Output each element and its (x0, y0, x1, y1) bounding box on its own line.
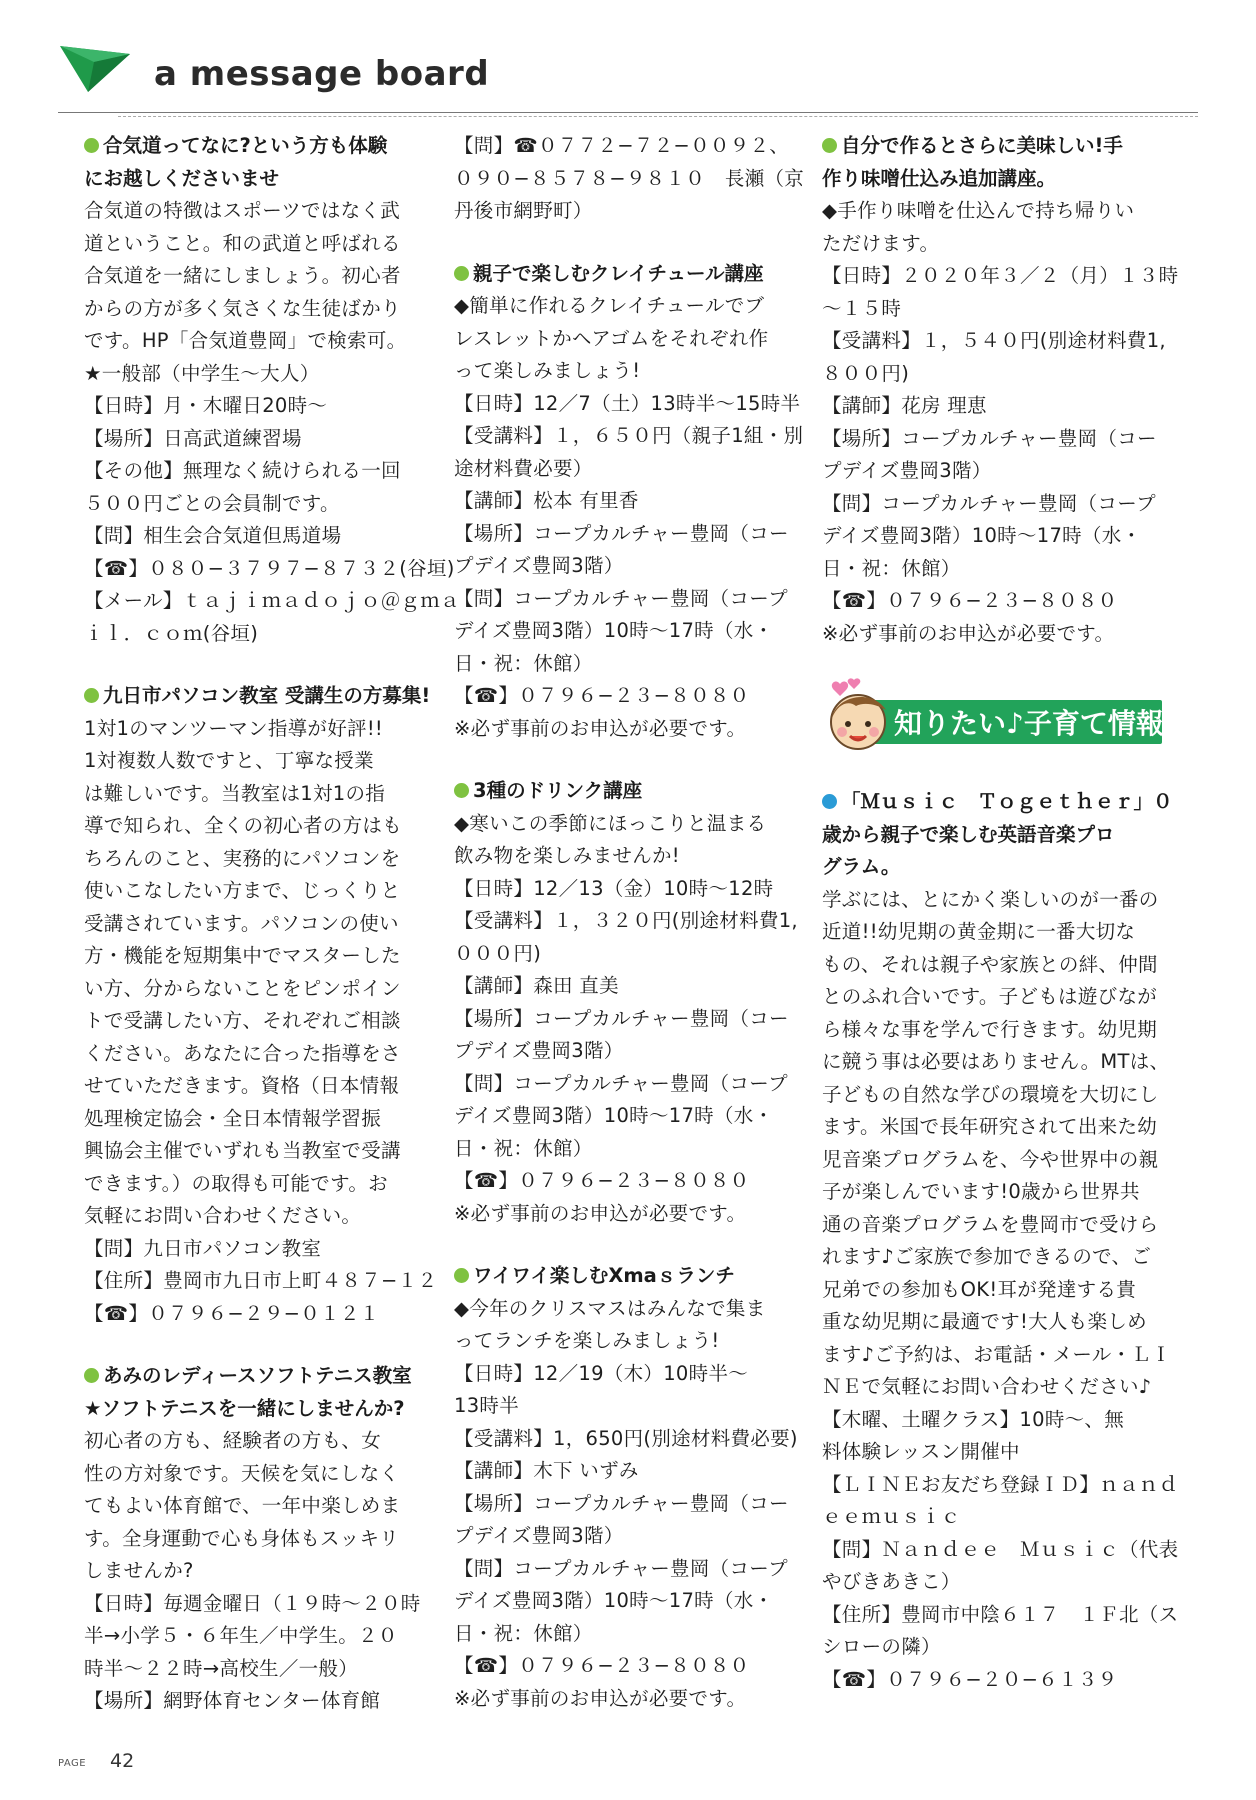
bullet-dot-icon (84, 688, 99, 703)
notice-line: ◆簡単に作れるクレイチュールでブ (454, 294, 765, 317)
notice-line: 方・機能を短期集中でマスターした (84, 944, 401, 967)
notice-line: デイズ豊岡3階）10時〜17時（水・ (454, 1589, 774, 1612)
notice-title (822, 851, 1184, 884)
notice-title-text: ワイワイ楽しむXmaｓランチ (473, 1264, 735, 1287)
notice-line: プデイズ豊岡3階） (822, 459, 992, 482)
notice-line: れます♪ご家族で参加できるので、ご (822, 1245, 1152, 1268)
notice-line: しませんか? (84, 1559, 194, 1582)
notice-line: 重な幼児期に最適です!大人も楽しめ (822, 1310, 1147, 1333)
notice-line: トで受講したい方、それぞれご相談 (84, 1009, 401, 1032)
page-label: PAGE (58, 1758, 87, 1769)
bullet-dot-icon (84, 138, 99, 153)
notice-line: 子どもの自然な学びの環境を大切にし (822, 1082, 1159, 1106)
notice-line: ※必ず事前のお申込が必要です。 (822, 621, 1115, 645)
notice-line: とのふれ合いです。子どもは遊びなが (822, 985, 1158, 1008)
notice-line: 使いこなしたい方まで、じっくりと (84, 879, 401, 902)
notice-line: ください。あなたに合った指導をさ (84, 1041, 401, 1065)
notice-line: できます。）の取得も可能です。お (84, 1171, 388, 1195)
notice-line: ◆寒いこの季節にほっこりと温まる (454, 811, 767, 835)
notice-title (84, 680, 446, 713)
notice-line: 【☎】０７９６−２３−８０８０ (822, 589, 1118, 612)
notice-line: ただけます。 (822, 231, 940, 255)
notice-item (454, 775, 816, 1230)
notice-line: ８００円) (822, 361, 910, 385)
notice-line: 【日時】月・木曜日20時〜 (84, 394, 328, 417)
notice-line: 【講師】花房 理恵 (822, 394, 987, 417)
notice-line: ※必ず事前のお申込が必要です。 (454, 1201, 747, 1225)
notice-item (822, 130, 1184, 650)
notice-line: ｅｅｍｕｓｉｃ (822, 1505, 961, 1528)
notice-line: 合気道を一緒にしましょう。初心者 (84, 264, 401, 287)
notice-line: 【その他】無理なく続けられる一回 (84, 459, 401, 482)
notice-title-text: あみのレディースソフトテニス教室 (103, 1364, 412, 1387)
column-1 (84, 130, 460, 1748)
notice-line: 【☎】０７９６−２３−８０８０ (454, 1169, 750, 1192)
notice-title-text: 3種のドリンク講座 (473, 779, 643, 802)
notice-line: 合気道の特徴はスポーツではなく武 (84, 199, 401, 222)
notice-line: 【講師】森田 直美 (454, 974, 619, 997)
notice-line: 【場所】日高武道練習場 (84, 426, 302, 450)
page-header (58, 38, 1198, 114)
notice-title-text: グラム。 (822, 855, 901, 878)
notice-line: 【メール】ｔａｊｉｍａｄｏｊｏ＠ｇｍａ (84, 589, 460, 612)
notice-line: ら様々な事を学んで行きます。幼児期 (822, 1017, 1158, 1041)
notice-line: 丹後市網野町） (454, 199, 593, 222)
notice-line: 兄弟での参加もOK!耳が発達する貴 (822, 1277, 1137, 1301)
notice-line: 1対1のマンツーマン指導が好評!! (84, 716, 384, 740)
notice-line: ０９０−８５７８−９８１０ 長瀬（京 (454, 166, 805, 190)
notice-title-text: 作り味噌仕込み追加講座。 (822, 166, 1057, 190)
notice-line: 通の音楽プログラムを豊岡市で受けら (822, 1212, 1159, 1236)
notice-line: 料体験レッスン開催中 (822, 1440, 1020, 1463)
notice-line: ｉｌ．ｃｏｍ(谷垣) (84, 621, 259, 645)
notice-title-text: にお越しくださいませ (84, 166, 280, 190)
notice-line: 【☎】０７９６−２３−８０８０ (454, 1654, 750, 1677)
notice-line: 13時半 (454, 1394, 520, 1417)
column-3 (822, 130, 1184, 1726)
bullet-dot-icon (822, 138, 837, 153)
notice-title-text: 「Ｍｕｓｉｃ Ｔｏｇｅｔｈｅｒ」０ (841, 790, 1173, 813)
notice-line: 処理検定協会・全日本情報学習振 (84, 1106, 382, 1130)
notice-line: 近道!!幼児期の黄金期に一番大切な (822, 920, 1136, 943)
bullet-dot-icon (454, 783, 469, 798)
notice-line: 【☎】０８０−３７９７−８７３２(谷垣) (84, 556, 455, 580)
notice-line: ５００円ごとの会員制です。 (84, 491, 340, 515)
notice-line: 【日時】12／19（木）10時半〜 (454, 1361, 749, 1385)
notice-line: ※必ず事前のお申込が必要です。 (454, 1686, 747, 1710)
notice-title-text: 九日市パソコン教室 受講生の方募集! (103, 684, 431, 707)
notice-title-text: 合気道ってなに?という方も体験 (103, 134, 388, 157)
notice-title-text: ★ソフトテニスを一緒にしませんか? (84, 1396, 405, 1420)
paper-plane-icon (58, 42, 132, 94)
notice-line: 【木曜、土曜クラス】10時〜、無 (822, 1407, 1125, 1431)
notice-line: デイズ豊岡3階）10時〜17時（水・ (454, 619, 774, 642)
notice-line: 日・祝：休館） (822, 556, 961, 580)
notice-line: 【受講料】1，650円(別途材料費必要) (454, 1426, 798, 1450)
notice-title (84, 1393, 446, 1426)
notice-item (454, 258, 816, 746)
notice-item (84, 1360, 446, 1718)
notice-title (84, 130, 446, 163)
notice-line: は難しいです。当教室は1対1の指 (84, 781, 386, 805)
notice-line: 興協会主催でいずれも当教室で受講 (84, 1139, 401, 1162)
notice-line: 〜１５時 (822, 296, 902, 320)
column-2 (454, 130, 816, 1745)
notice-line: レスレットかヘアゴムをそれぞれ作 (454, 326, 769, 350)
notice-line: てもよい体育館で、一年中楽しめま (84, 1494, 401, 1517)
notice-line: 飲み物を楽しみませんか! (454, 844, 680, 867)
notice-item (84, 130, 460, 650)
notice-line: 【問】九日市パソコン教室 (84, 1236, 322, 1260)
notice-title (84, 1360, 446, 1393)
notice-item (822, 786, 1184, 1696)
notice-line: 【受講料】１，３２０円(別途材料費1, (454, 909, 798, 932)
notice-line: 【問】☎０７７２−７２−００９２、 (454, 134, 790, 157)
notice-line: い方、分からないことをピンポイン (84, 976, 401, 1000)
bullet-dot-icon (822, 794, 837, 809)
notice-line: 日・祝：休館） (454, 1621, 593, 1645)
notice-line: って楽しみましょう! (454, 359, 641, 382)
notice-item (454, 1260, 816, 1715)
notice-line: ってランチを楽しみましょう! (454, 1329, 720, 1352)
notice-line: 【講師】松本 有里香 (454, 489, 639, 512)
notice-line: シローの隣） (822, 1635, 941, 1658)
notice-title (822, 163, 1184, 196)
notice-item (84, 680, 446, 1330)
notice-line: 1対複数人数ですと、丁寧な授業 (84, 749, 374, 772)
notice-line: プデイズ豊岡3階） (454, 554, 624, 577)
notice-line: 【問】コープカルチャー豊岡（コープ (454, 1556, 788, 1580)
bullet-dot-icon (454, 266, 469, 281)
notice-line: 道ということ。和の武道と呼ばれる (84, 231, 401, 255)
notice-line: す。全身運動で心も身体もスッキリ (84, 1526, 400, 1550)
notice-line: 導で知られ、全くの初心者の方はも (84, 814, 402, 837)
notice-line: 【☎】０７９６−２９−０１２１ (84, 1301, 380, 1325)
notice-line: 初心者の方も、経験者の方も、女 (84, 1429, 382, 1452)
notice-line: 【ＬＩＮＥお友だち登録ＩＤ】ｎａｎｄ (822, 1472, 1179, 1496)
notice-line: 【日時】12／13（金）10時〜12時 (454, 876, 774, 900)
notice-line: やびきあきこ） (822, 1570, 961, 1593)
notice-line: 途材料費必要） (454, 456, 593, 480)
notice-line: 日・祝：休館） (454, 651, 593, 675)
notice-line: 学ぶには、とにかく楽しいのが一番の (822, 887, 1159, 911)
notice-line: 【場所】コープカルチャー豊岡（コー (454, 1006, 789, 1030)
kosodate-section-header (822, 690, 1174, 748)
notice-line: 【日時】12／7（土）13時半〜15時半 (454, 391, 801, 415)
notice-line: 【場所】コープカルチャー豊岡（コー (822, 426, 1157, 450)
notice-line: ０００円) (454, 941, 542, 965)
notice-line: ◆手作り味噌を仕込んで持ち帰りい (822, 199, 1135, 222)
notice-line: プデイズ豊岡3階） (454, 1524, 624, 1547)
notice-line: 【☎】０７９６−２３−８０８０ (454, 684, 750, 707)
notice-line: 【問】コープカルチャー豊岡（コープ (822, 491, 1156, 515)
bullet-dot-icon (454, 1268, 469, 1283)
notice-line: 気軽にお問い合わせください。 (84, 1204, 362, 1227)
notice-line: 子が楽しんでいます!0歳から世界共 (822, 1180, 1140, 1203)
notice-line: プデイズ豊岡3階） (454, 1039, 624, 1062)
notice-line: 【☎】０７９６−２０−６１３９ (822, 1667, 1118, 1691)
notice-title (822, 786, 1184, 819)
notice-title (84, 163, 446, 196)
page-title: a message board (154, 54, 490, 94)
notice-item (454, 130, 816, 228)
page-number: 42 (110, 1750, 135, 1772)
notice-line: 時半〜２２時→高校生／一般） (84, 1656, 359, 1680)
notice-title-text: 親子で楽しむクレイチュール講座 (473, 261, 764, 285)
header-rule (58, 112, 1198, 113)
notice-line: 【日時】毎週金曜日（１９時〜２０時 (84, 1591, 421, 1615)
notice-line: せていただきます。資格（日本情報 (84, 1074, 400, 1097)
notice-line: 【場所】コープカルチャー豊岡（コー (454, 1491, 789, 1515)
notice-line: 受講されています。パソコンの使い (84, 911, 399, 935)
notice-line: ※必ず事前のお申込が必要です。 (454, 716, 747, 740)
notice-line: 性の方対象です。天候を気にしなく (84, 1461, 400, 1485)
notice-line: 【問】コープカルチャー豊岡（コープ (454, 586, 788, 610)
notice-line: 【日時】２０２０年３／２（月）１３時 (822, 264, 1179, 287)
notice-title (454, 1260, 816, 1293)
notice-line: 児音楽プログラムを、今や世界中の親 (822, 1147, 1159, 1171)
smiling-child-face-icon (822, 678, 900, 756)
notice-line: ＮＥで気軽にお問い合わせください♪ (822, 1375, 1152, 1398)
notice-line: ちろんのこと、実務的にパソコンを (84, 846, 401, 870)
notice-line: 【場所】網野体育センター体育館 (84, 1689, 381, 1712)
notice-line: 【住所】豊岡市中陰６１７ １Ｆ北（ス (822, 1602, 1179, 1626)
notice-line: デイズ豊岡3階）10時〜17時（水・ (454, 1104, 774, 1127)
notice-title-text: 自分で作るとさらに美味しい!手 (841, 134, 1123, 157)
notice-line: からの方が多く気さくな生徒ばかり (84, 296, 401, 320)
header-rule-dashed (118, 116, 1198, 117)
notice-line: 【場所】コープカルチャー豊岡（コー (454, 521, 789, 545)
notice-line: デイズ豊岡3階）10時〜17時（水・ (822, 524, 1142, 547)
notice-line: 【受講料】１，５４０円(別途材料費1, (822, 329, 1166, 352)
notice-line: 【問】相生会合気道但馬道場 (84, 524, 342, 547)
notice-title (454, 775, 816, 808)
bullet-dot-icon (84, 1368, 99, 1383)
notice-line: 日・祝：休館） (454, 1136, 593, 1160)
notice-line: ます。米国で長年研究されて出来た幼 (822, 1115, 1158, 1138)
notice-line: ます♪ご予約は、お電話・メール・ＬＩ (822, 1342, 1171, 1366)
notice-line: 【講師】木下 いずみ (454, 1459, 639, 1482)
notice-line: 【住所】豊岡市九日市上町４８７−１２ (84, 1269, 438, 1292)
notice-line: 半→小学５・６年生／中学生。２０ (84, 1624, 398, 1647)
notice-line: に競う事は必要はありません。MTは、 (822, 1050, 1170, 1073)
notice-line: 【問】Ｎａｎｄｅｅ Ｍｕｓｉｃ（代表 (822, 1537, 1179, 1561)
notice-title (822, 819, 1184, 852)
notice-line: もの、それは親子や家族との絆、仲間 (822, 952, 1158, 976)
notice-title (454, 258, 816, 291)
notice-title (822, 130, 1184, 163)
notice-line: です。HP「合気道豊岡」で検索可。 (84, 329, 407, 352)
notice-line: ★一般部（中学生〜大人） (84, 361, 320, 385)
kosodate-title: 知りたい♪子育て情報 (894, 707, 1164, 740)
notice-line: ◆今年のクリスマスはみんなで集ま (454, 1296, 766, 1320)
notice-line: 【問】コープカルチャー豊岡（コープ (454, 1071, 788, 1095)
notice-line: 【受講料】１，６５０円（親子1組・別 (454, 424, 804, 447)
notice-title-text: 歳から親子で楽しむ英語音楽プロ (822, 822, 1115, 846)
